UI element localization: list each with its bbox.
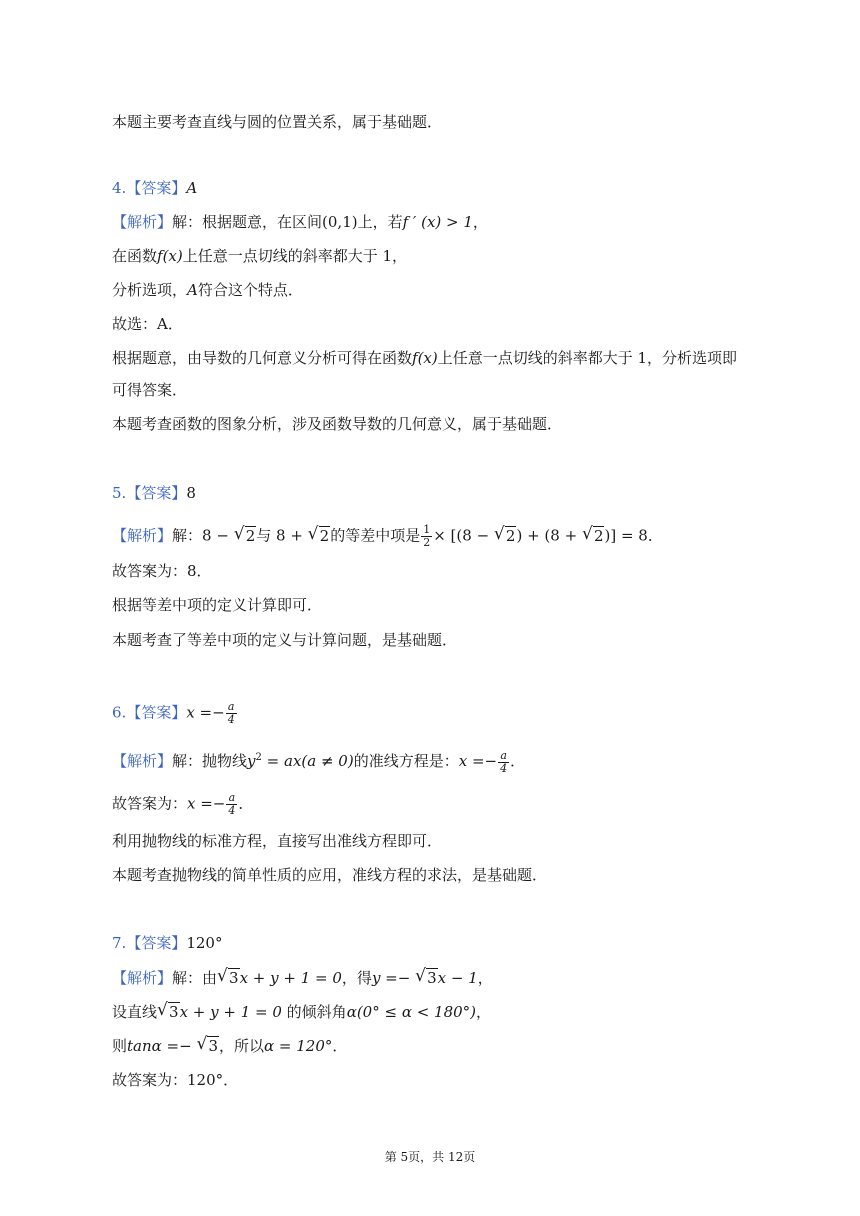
- q6-frac-num: a: [226, 792, 237, 805]
- q6-text: 故答案为：: [112, 794, 188, 813]
- q5-sqrt-symbol: √ 2: [493, 523, 516, 545]
- q4-answer-label: 【答案】: [126, 179, 187, 197]
- q5-analysis-line4: 本题考查了等差中项的定义与计算问题，是基础题．: [112, 631, 458, 649]
- q5-sqrt-symbol: √ 2: [233, 523, 256, 545]
- q6-analysis-line4: 本题考查抛物线的简单性质的应用，准线方程的求法，是基础题．: [112, 866, 548, 884]
- q5-analysis-line1: [112, 524, 663, 549]
- q7-sqrt-arg: 3: [427, 969, 437, 987]
- q6-analysis-line3: 利用抛物线的标准方程，直接写出准线方程即可．: [112, 832, 443, 850]
- q7-answer: 120°: [186, 934, 223, 952]
- q6-number: 6.: [112, 703, 127, 722]
- q7-sqrt-arg: 3: [208, 1037, 218, 1055]
- q7-text: 则: [112, 1037, 128, 1055]
- q5-math: × [(8 −: [433, 526, 494, 545]
- q4-analysis-label: 【解析】: [112, 213, 173, 231]
- q4-function: f(x): [412, 349, 438, 367]
- q5-sqrt-arg: 2: [319, 526, 330, 545]
- page-footer: 第 5页，共 12页: [384, 1150, 476, 1164]
- q4-text: 符合这个特点．: [197, 281, 303, 299]
- q5-sqrt-arg: 2: [245, 526, 256, 545]
- q7-sqrt-symbol: √ 3: [196, 1034, 218, 1055]
- q4-text: 解：根据题意，在区间: [172, 213, 323, 231]
- q4-number: 4.: [112, 179, 127, 197]
- q5-math: ) + (8 +: [516, 526, 582, 545]
- q6-frac-den: 4: [500, 761, 508, 775]
- q7-sqrt-symbol: √ 3: [415, 966, 437, 987]
- q6-answer-line: [112, 701, 238, 726]
- q4-text: 分析选项，: [112, 281, 188, 299]
- q6-text: 的准线方程是：: [353, 752, 459, 770]
- q4-analysis-line4: 故选：A．: [112, 315, 183, 333]
- q5-frac-den: 2: [423, 536, 431, 549]
- q7-analysis-label: 【解析】: [112, 969, 173, 987]
- q6-analysis-line1: [112, 747, 525, 775]
- q5-math: 8 −: [202, 526, 234, 545]
- q7-math: y =−: [371, 969, 416, 987]
- q5-answer-label: 【答案】: [126, 484, 187, 502]
- q6-math: = ax(a ≠ 0): [261, 752, 354, 770]
- q5-answer-line: [112, 482, 196, 504]
- q4-analysis-line7: 本题考查函数的图象分析，涉及函数导数的几何意义，属于基础题．: [112, 415, 563, 433]
- q6-analysis-label: 【解析】: [112, 752, 173, 770]
- q6-answer-fraction: [226, 701, 237, 726]
- q5-sqrt-symbol: √ 2: [307, 523, 330, 545]
- q5-analysis-line3: 根据等差中项的定义计算即可．: [112, 596, 323, 614]
- q6-text: ．: [238, 794, 254, 813]
- q6-math: y: [247, 752, 256, 770]
- q7-text: ，得: [341, 969, 372, 987]
- q4-interval: (0,1): [322, 213, 358, 231]
- q7-math: tanα =−: [127, 1037, 197, 1055]
- q4-analysis-line2: [112, 245, 407, 267]
- q7-math: α(0° ≤ α < 180°): [346, 1003, 477, 1021]
- q6-frac-num: a: [498, 750, 509, 763]
- q6-analysis-line2: [112, 792, 253, 817]
- q7-text: ，: [476, 1003, 492, 1021]
- q7-answer-line: [112, 932, 222, 954]
- q4-function: f(x): [157, 247, 183, 265]
- q4-answer-line: [112, 177, 197, 199]
- q4-text: 在函数: [112, 247, 158, 265]
- q6-fraction: [226, 792, 237, 817]
- q7-math: x + y + 1 = 0: [179, 1003, 287, 1021]
- q5-text: 解：: [172, 526, 203, 545]
- q5-answer: 8: [186, 484, 196, 502]
- q4-analysis-line3: [112, 279, 303, 301]
- q7-analysis-line3: [112, 1035, 347, 1057]
- q4-text: 根据题意，由导数的几何意义分析可得在函数: [112, 349, 413, 367]
- q4-analysis-line1: [112, 211, 488, 233]
- q7-math: x + y + 1 = 0: [239, 969, 342, 987]
- q4-derivative-condition: f ′ (x) > 1: [402, 213, 473, 231]
- q4-text: ，: [472, 213, 488, 231]
- q5-sqrt-arg: 2: [593, 526, 604, 545]
- q7-text: ，所以: [219, 1037, 265, 1055]
- q7-text: ，: [477, 969, 493, 987]
- q6-frac-num: a: [226, 701, 237, 714]
- q5-text: 的等差中项是: [330, 526, 421, 545]
- q5-sqrt-symbol: √ 2: [581, 523, 604, 545]
- q7-analysis-line1: [112, 967, 493, 989]
- q6-answer-label: 【答案】: [126, 703, 187, 722]
- q5-analysis-label: 【解析】: [112, 526, 173, 545]
- q7-number: 7.: [112, 934, 127, 952]
- q4-option: A: [187, 281, 198, 299]
- q5-math: )] = 8．: [604, 526, 663, 545]
- q4-answer: A: [186, 179, 198, 197]
- q7-math: α = 120°: [264, 1037, 333, 1055]
- q6-text: ．: [510, 752, 526, 770]
- q6-fraction: [498, 750, 509, 775]
- q6-math: x =−: [458, 752, 498, 770]
- q4-text: 上任意一点切线的斜率都大于 1，: [182, 247, 408, 265]
- q4-text: 上任意一点切线的斜率都大于 1，分析选项即: [437, 349, 738, 367]
- q7-text: ．: [332, 1037, 348, 1055]
- q6-superscript: 2: [255, 752, 262, 763]
- q4-text: 上，若: [357, 213, 403, 231]
- q6-frac-den: 4: [228, 804, 236, 817]
- q5-sqrt-arg: 2: [505, 526, 516, 545]
- q7-sqrt-symbol: √ 3: [157, 1000, 179, 1021]
- q7-answer-label: 【答案】: [126, 934, 187, 952]
- q7-text: 设直线: [112, 1003, 158, 1021]
- q7-text: 解：由: [172, 969, 218, 987]
- q4-analysis-line5: [112, 347, 737, 369]
- q7-sqrt-arg: 3: [229, 969, 239, 987]
- q6-text: 解：抛物线: [172, 752, 248, 770]
- q6-math: x =−: [187, 794, 226, 813]
- q5-analysis-line2: 故答案为：8．: [112, 562, 212, 580]
- q7-math: x − 1: [437, 969, 478, 987]
- q5-frac-num: 1: [423, 523, 431, 536]
- q7-analysis-line2: [112, 1001, 491, 1023]
- q6-frac-den: 4: [227, 713, 235, 726]
- q7-sqrt-arg: 3: [169, 1003, 179, 1021]
- q6-answer: x =−: [186, 703, 225, 722]
- q4-analysis-line6: 可得答案．: [112, 381, 188, 399]
- q7-text: 的倾斜角: [286, 1003, 347, 1021]
- q3-summary: 本题主要考查直线与圆的位置关系，属于基础题．: [112, 113, 443, 131]
- q7-sqrt-symbol: √ 3: [217, 966, 239, 987]
- q5-text: 与 8 +: [256, 526, 308, 545]
- q5-number: 5.: [112, 484, 127, 502]
- q5-fraction: [421, 524, 432, 549]
- q7-analysis-line4: 故答案为：120°．: [112, 1071, 239, 1089]
